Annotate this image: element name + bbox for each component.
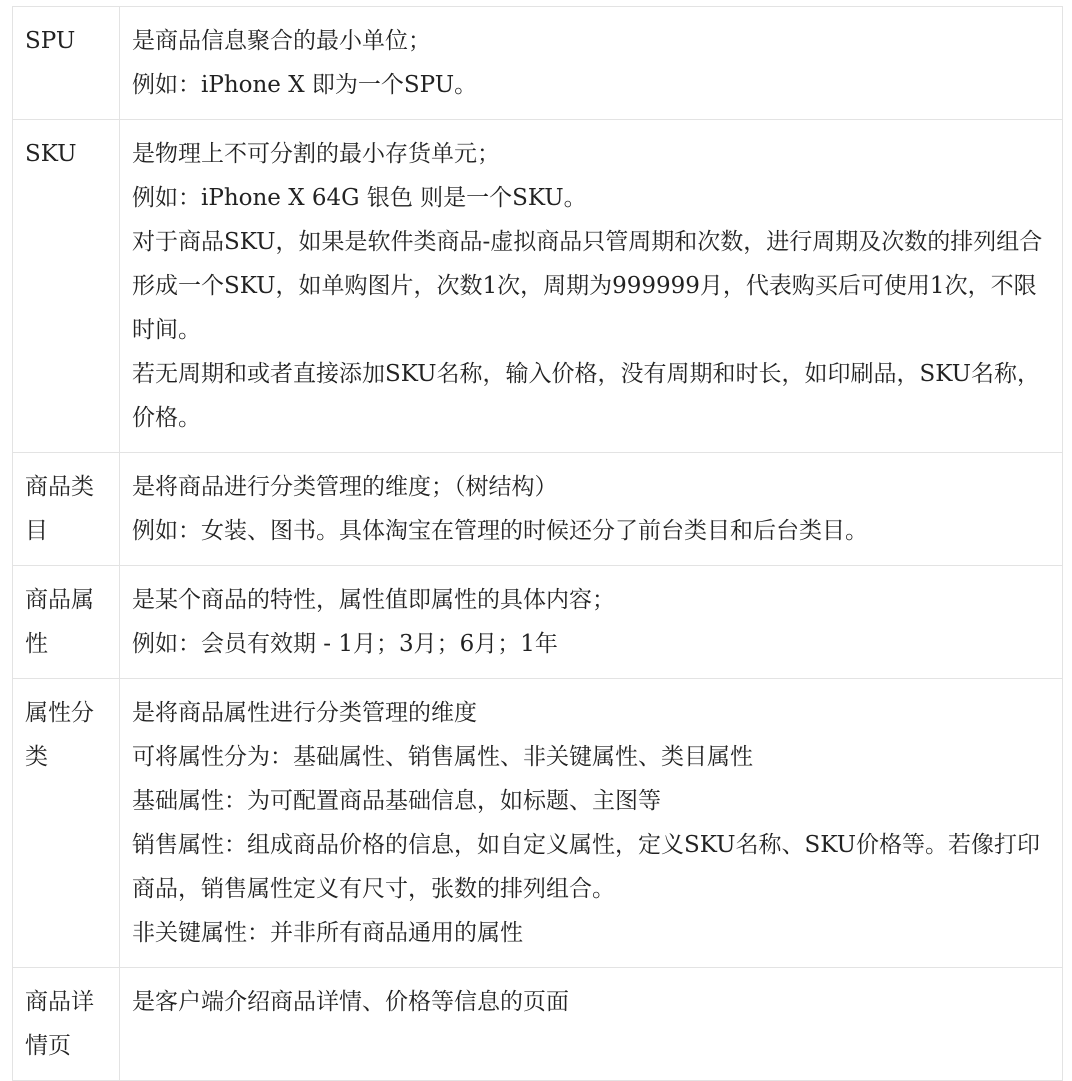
description-cell xyxy=(120,120,1063,453)
description-line: 是客户端介绍商品详情、价格等信息的页面 xyxy=(132,989,569,1015)
table-row-category xyxy=(13,453,1063,566)
description-line: 若无周期和或者直接添加SKU名称，输入价格，没有周期和时长，如印刷品，SKU名称，价格。 xyxy=(132,361,1041,431)
term-cell: SKU xyxy=(13,120,120,453)
table-row-spu xyxy=(13,7,1063,120)
description-line: 是商品信息聚合的最小单位； xyxy=(132,28,431,54)
term-cell: 商品详情页 xyxy=(13,968,120,1081)
term-cell: 商品类目 xyxy=(13,453,120,566)
term-cell: SPU xyxy=(13,7,120,120)
description-cell xyxy=(120,566,1063,679)
table-row-detail-page xyxy=(13,968,1063,1081)
description-line: 例如：女装、图书。具体淘宝在管理的时候还分了前台类目和后台类目。 xyxy=(132,518,868,544)
description-line: 是将商品进行分类管理的维度；（树结构） xyxy=(132,474,558,500)
term-cell: 商品属性 xyxy=(13,566,120,679)
description-cell xyxy=(120,453,1063,566)
description-line: 可将属性分为：基础属性、销售属性、非关键属性、类目属性 xyxy=(132,744,753,770)
description-cell xyxy=(120,679,1063,968)
table-row-attribute-category xyxy=(13,679,1063,968)
description-line: 基础属性：为可配置商品基础信息，如标题、主图等 xyxy=(132,788,661,814)
definition-table xyxy=(12,6,1063,1081)
description-line: 例如：会员有效期 - 1月；3月；6月；1年 xyxy=(132,631,558,657)
description-line: 是将商品属性进行分类管理的维度 xyxy=(132,700,477,726)
description-cell xyxy=(120,7,1063,120)
description-line: 销售属性：组成商品价格的信息，如自定义属性，定义SKU名称、SKU价格等。若像打印商品，销售属性定义有尺寸，张数的排列组合。 xyxy=(132,832,1041,902)
description-line: 例如：iPhone X 64G 银色 则是一个SKU。 xyxy=(132,185,587,211)
description-line: 对于商品SKU，如果是软件类商品-虚拟商品只管周期和次数，进行周期及次数的排列组合形成一个SKU，如单购图片，次数1次，周期为999999月，代表购买后可使用1次，不限时间。 xyxy=(132,229,1043,343)
description-cell xyxy=(120,968,1063,1081)
table-row-attribute xyxy=(13,566,1063,679)
description-line: 例如：iPhone X 即为一个SPU。 xyxy=(132,72,478,98)
description-line: 是物理上不可分割的最小存货单元； xyxy=(132,141,500,167)
term-cell: 属性分类 xyxy=(13,679,120,968)
table-row-sku xyxy=(13,120,1063,453)
description-line: 是某个商品的特性，属性值即属性的具体内容； xyxy=(132,587,615,613)
description-line: 非关键属性：并非所有商品通用的属性 xyxy=(132,920,523,946)
